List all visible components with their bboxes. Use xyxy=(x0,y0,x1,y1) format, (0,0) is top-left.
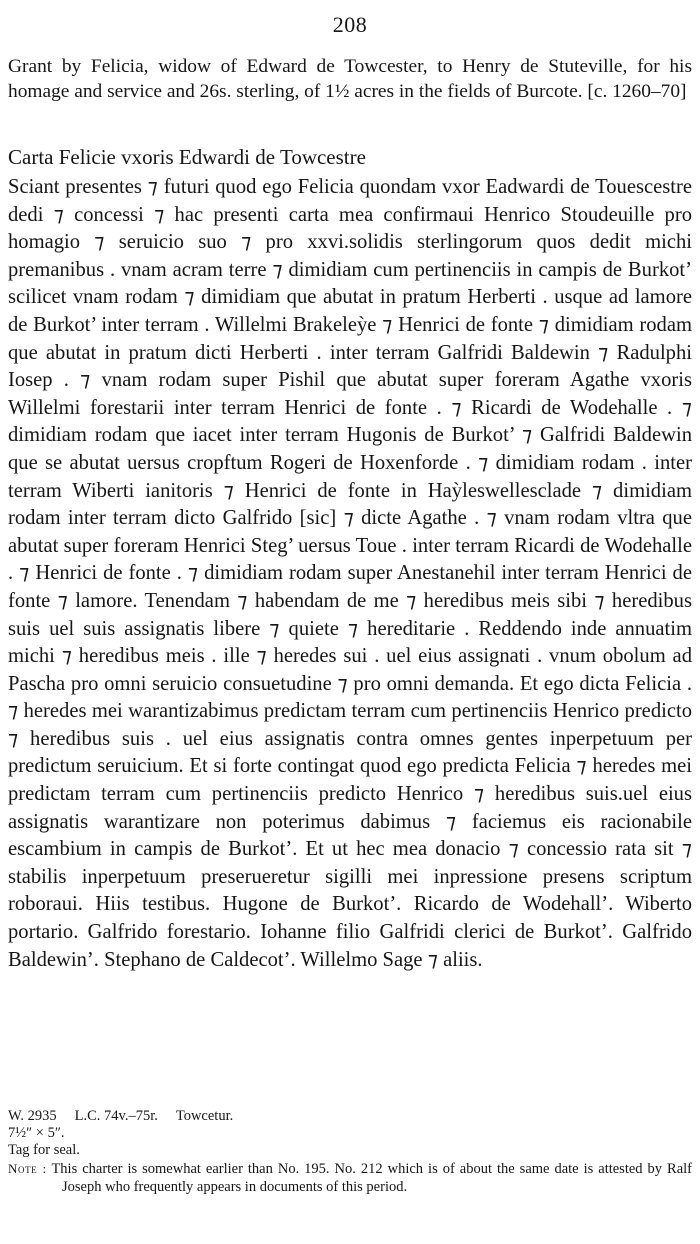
charter-summary xyxy=(8,54,692,104)
reference-line xyxy=(8,1108,692,1125)
charter-title: Carta Felicie vxoris Edwardi de Towcestre xyxy=(8,145,366,169)
note-label: Note : xyxy=(8,1161,47,1176)
summary-text: Grant by Felicia, widow of Edward de Towcester, to Henry de Stuteville, for his homage and service and 26s. sterling, of 1½ acres in the fields of Burcote. xyxy=(8,56,692,102)
seal-line: Tag for seal. xyxy=(8,1142,80,1158)
charter-body: Sciant presentes ⁊ futuri quod ego Felicia quondam vxor Eadwardi de Touescestre dedi ⁊ concessi ⁊ hac presenti carta mea confirmaui Henrico Stoudeuille pro homagio ⁊ seruicio suo ⁊ pro xxvi.solidis sterlingorum quos dedit michi premanibus . vnam acram terre ⁊ dimidiam cum pertinenciis in campis de Burkot’ scilicet vnam rodam ⁊ dimidiam que abutat in pratum Herberti . usque ad lamore de Burkot’ inter terram . Willelmi Brakeleỳe ⁊ Henrici de fonte ⁊ dimidiam rodam que abutat in pratum dicti Herberti . inter terram Galfridi Baldewin ⁊ Radulphi Iosep . ⁊ vnam rodam super Pishil que abutat super foreram Agathe vxoris Willelmi forestarii inter terram Henrici de fonte . ⁊ Ricardi de Wodehalle . ⁊ dimidiam rodam que iacet inter terram Hugonis de Burkot’ ⁊ Galfridi Baldewin que se abutat uersus cropftum Rogeri de Hoxenforde . ⁊ dimidiam rodam . inter terram Wiberti ianitoris ⁊ Henrici de fonte in Haỳleswellesclade ⁊ dimidiam rodam inter terram dicto Galfrido [sic] ⁊ dicte Agathe . ⁊ vnam rodam vltra que abutat super foreram Henrici Steg’ uersus Toue . inter terram Ricardi de Wodehalle . ⁊ Henrici de fonte . ⁊ dimidiam rodam super Anestanehil inter terram Henrici de fonte ⁊ lamore. Tenendam ⁊ habendam de me ⁊ heredibus meis sibi ⁊ heredibus suis uel suis assignatis libere ⁊ quiete ⁊ hereditarie . Reddendo inde annuatim michi ⁊ heredibus meis . ille ⁊ heredes sui . uel eius assignati . vnum obolum ad Pascha pro omni seruicio consuetudine ⁊ pro omni demanda. Et ego dicta Felicia . ⁊ heredes mei warantizabimus predictam terram cum pertinenciis Henrico predicto ⁊ heredibus suis . uel eius assignatis contra omnes gentes inperpetuum per predictum seruicium. Et si forte contingat quod ego predicta Felicia ⁊ heredes mei predictam terram cum pertinenciis predicto Henrico ⁊ heredibus suis.uel eius assignatis warantizare non poterimus dabimus ⁊ faciemus eis racionabile escambium in campis de Burkot’. Et ut hec mea donacio ⁊ concessio rata sit ⁊ stabilis inperpetuum preserueretur sigilli mei inpressione presens scriptum roboraui. Hiis testibus. Hugone de Burkot’. Ricardo de Wodehall’. Wiberto portario. Galfrido forestario. Iohanne filio Galfridi clerici de Burkot’. Galfrido Baldewin’. Stephano de Caldecot’. Willelmo Sage ⁊ aliis. xyxy=(8,176,692,971)
note-text: This charter is somewhat earlier than No. 195. No. 212 which is of about the same date is attested by Ralf Joseph who frequently appears in documents of this period. xyxy=(51,1161,692,1195)
reference-folio: L.C. 74v.–75r. xyxy=(74,1108,158,1124)
editorial-note xyxy=(8,1160,692,1196)
footnotes xyxy=(8,1108,692,1196)
summary-date: [c. 1260–70] xyxy=(587,81,687,102)
dimensions-line: 7½″ × 5″. xyxy=(8,1125,65,1141)
page-number: 208 xyxy=(332,12,368,37)
reference-number: W. 2935 xyxy=(8,1108,57,1124)
reference-place: Towcetur. xyxy=(175,1108,234,1124)
